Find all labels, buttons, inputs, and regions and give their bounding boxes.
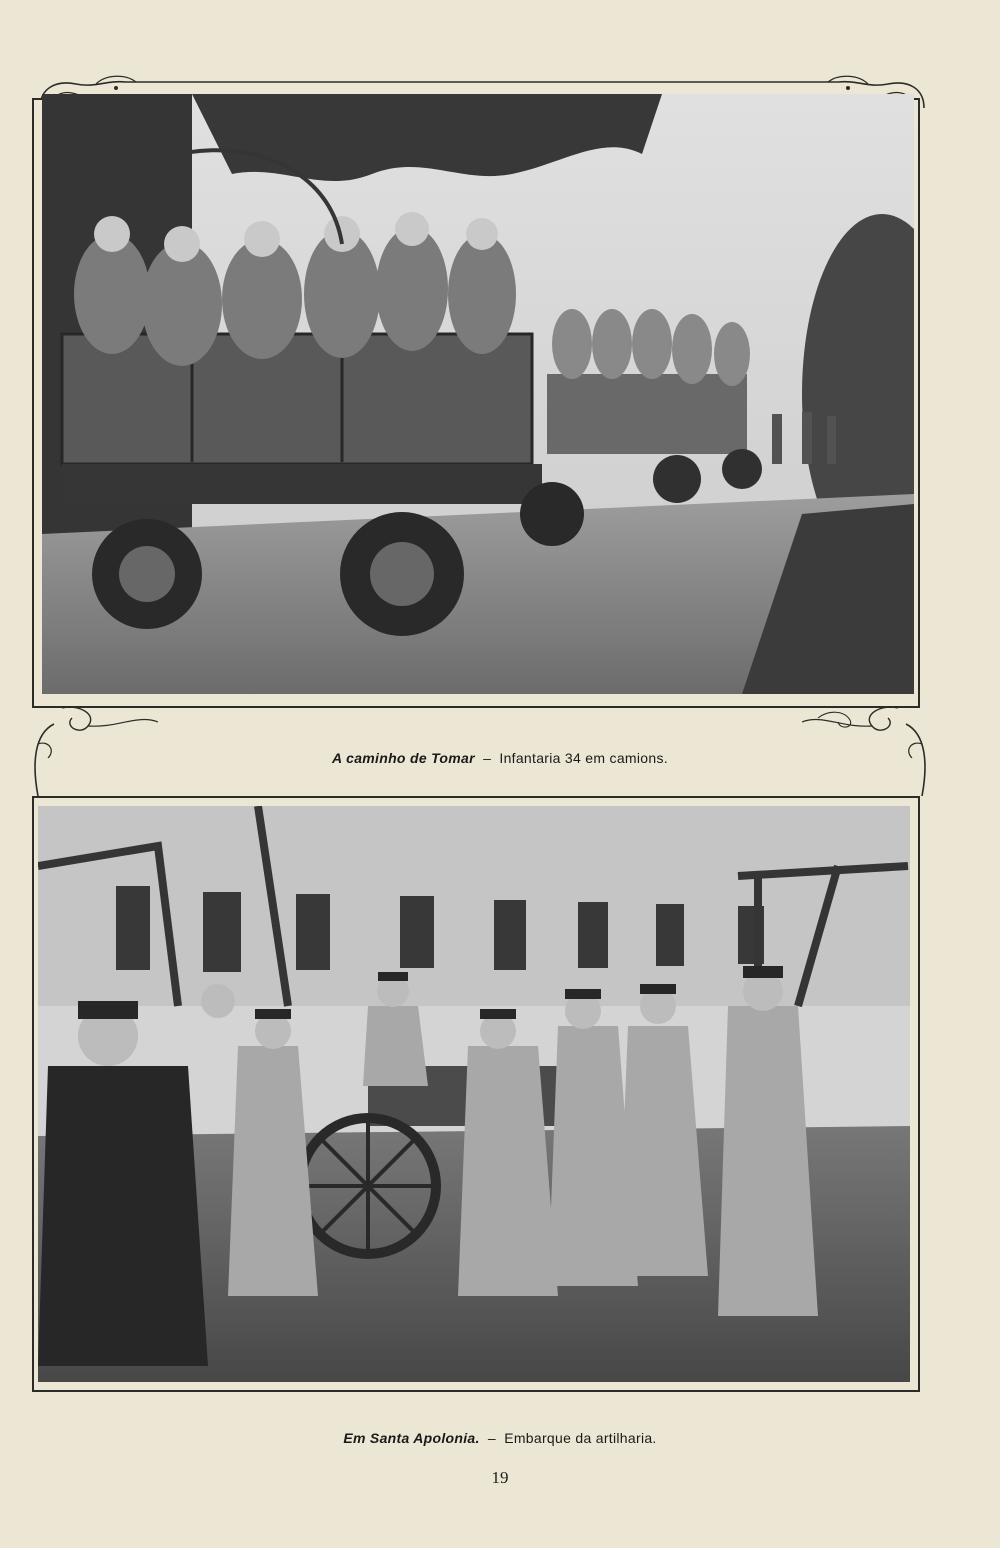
photo-caption-1 xyxy=(0,750,1000,766)
caption-separator-1: – xyxy=(483,750,492,766)
caption-text-1: Infantaria 34 em camions. xyxy=(499,750,668,766)
photo-infantry-trucks xyxy=(42,94,914,694)
page-number: 19 xyxy=(491,1468,509,1487)
photo-artillery-embarkation xyxy=(38,806,910,1382)
caption-separator-2: – xyxy=(487,1430,496,1446)
caption-place-2: Em Santa Apolonia. xyxy=(343,1430,480,1446)
photo-caption-2 xyxy=(0,1430,1000,1446)
caption-place-1: A caminho de Tomar xyxy=(332,750,475,766)
caption-text-2: Embarque da artilharia. xyxy=(504,1430,657,1446)
